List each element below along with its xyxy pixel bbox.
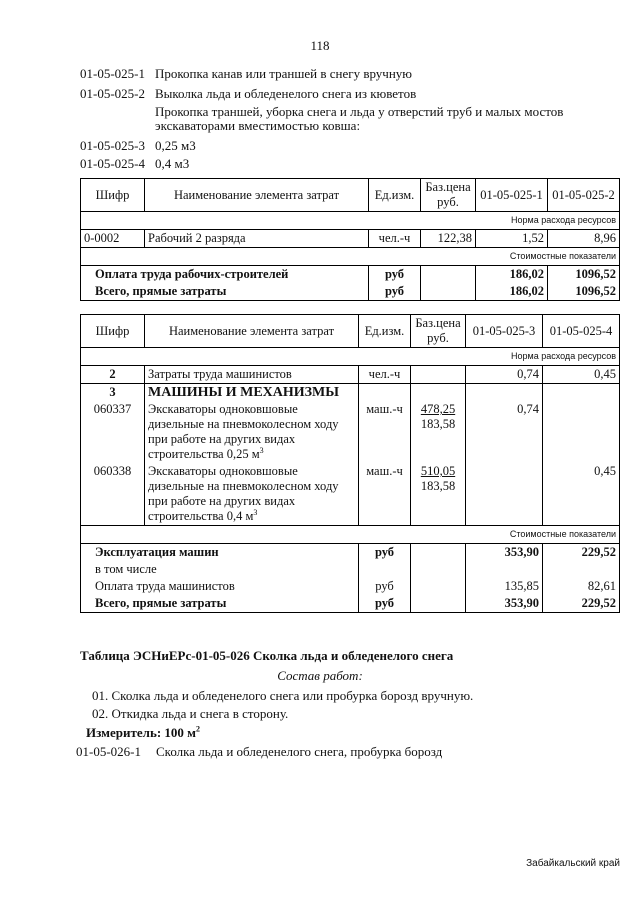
row-value-2: 0,45	[543, 463, 620, 526]
table-row	[81, 463, 620, 526]
empty-cell	[411, 561, 466, 578]
empty-cell	[411, 578, 466, 595]
row-price	[411, 463, 466, 526]
row-unit: чел.-ч	[359, 366, 411, 384]
header-col1: 01-05-025-3	[466, 315, 543, 348]
superscript: 2	[196, 724, 201, 734]
total-row	[81, 561, 620, 578]
norm-label-row	[81, 212, 620, 230]
section-name: МАШИНЫ И МЕХАНИЗМЫ	[145, 384, 359, 402]
total-value-1	[466, 561, 543, 578]
table-row	[81, 366, 620, 384]
total-row	[81, 578, 620, 595]
total-row	[81, 266, 620, 284]
header-name: Наименование элемента затрат	[145, 315, 359, 348]
total-value-1: 353,90	[466, 595, 543, 613]
row-value-1: 0,74	[466, 366, 543, 384]
section-row	[81, 384, 620, 402]
total-name: Всего, прямые затраты	[81, 283, 369, 301]
total-value-2: 1096,52	[548, 266, 620, 284]
table-title: Таблица ЭСНиЕРс-01-05-026 Сколка льда и обледенелого снега	[80, 648, 454, 663]
row-name	[145, 401, 359, 463]
row-code: 060338	[81, 463, 145, 526]
total-value-1: 135,85	[466, 578, 543, 595]
price-top: 510,05	[420, 464, 456, 478]
empty-cell	[411, 366, 466, 384]
row-code: 2	[81, 366, 145, 384]
code-item-code: 01-05-025-4	[80, 156, 145, 171]
row-price: 122,38	[421, 230, 476, 248]
row-unit: маш.-ч	[359, 401, 411, 463]
code-item-text: экскаваторами вместимостью ковша:	[155, 118, 361, 133]
code-item-text: 0,4 м3	[155, 156, 190, 171]
name-line: Экскаваторы одноковшовые	[148, 402, 298, 416]
total-row	[81, 595, 620, 613]
page-number: 118	[310, 38, 330, 53]
header-unit: Ед.изм.	[359, 315, 411, 348]
name-line: дизельные на пневмоколесном ходу	[148, 417, 339, 431]
table-header-row	[81, 179, 620, 212]
row-unit: маш.-ч	[359, 463, 411, 526]
empty-cell	[411, 384, 466, 402]
total-unit: руб	[359, 578, 411, 595]
header-price: Баз.цена руб.	[411, 315, 466, 348]
code-item-text: Прокопка траншей, уборка снега и льда у отверстий труб и малых мостов	[155, 104, 564, 119]
total-value-2: 1096,52	[548, 283, 620, 301]
row-value-2: 0,45	[543, 366, 620, 384]
header-price: Баз.цена руб.	[421, 179, 476, 212]
total-value-1: 186,02	[476, 283, 548, 301]
row-value-1: 1,52	[476, 230, 548, 248]
row-value-1	[466, 463, 543, 526]
row-value-2: 8,96	[548, 230, 620, 248]
total-unit: руб	[359, 544, 411, 562]
row-name: Рабочий 2 разряда	[145, 230, 369, 248]
total-name: Оплата труда рабочих-строителей	[81, 266, 369, 284]
total-value-1: 353,90	[466, 544, 543, 562]
section-code: 3	[81, 384, 145, 402]
resource-table-1	[80, 178, 620, 301]
row-unit: чел.-ч	[369, 230, 421, 248]
norm-label: Норма расхода ресурсов	[81, 348, 620, 366]
total-unit: руб	[359, 595, 411, 613]
composition-title: Состав работ:	[277, 668, 363, 683]
total-row	[81, 544, 620, 562]
norm-label: Норма расхода ресурсов	[81, 212, 620, 230]
name-line-text: строительства 0,25 м	[148, 447, 260, 461]
bottom-code: 01-05-026-1	[76, 744, 141, 759]
total-name: Оплата труда машинистов	[81, 578, 359, 595]
measure-text: Измеритель: 100 м	[86, 725, 197, 740]
name-line	[148, 447, 355, 462]
header-col2: 01-05-025-2	[548, 179, 620, 212]
name-line	[148, 509, 355, 524]
code-item-code: 01-05-025-2	[80, 86, 145, 101]
row-value-2	[543, 401, 620, 463]
empty-cell	[421, 266, 476, 284]
code-item-text: Выколка льда и обледенелого снега из кюветов	[155, 86, 417, 101]
total-value-2: 229,52	[543, 595, 620, 613]
empty-cell	[543, 384, 620, 402]
price-bottom: 183,58	[420, 479, 456, 493]
header-code: Шифр	[81, 315, 145, 348]
empty-cell	[466, 384, 543, 402]
total-value-2: 229,52	[543, 544, 620, 562]
row-value-1: 0,74	[466, 401, 543, 463]
work-item: 01. Сколка льда и обледенелого снега или пробурка борозд вручную.	[92, 688, 474, 703]
total-name: в том числе	[81, 561, 359, 578]
total-value-1: 186,02	[476, 266, 548, 284]
header-col1: 01-05-025-1	[476, 179, 548, 212]
name-line-text: строительства 0,4 м	[148, 509, 254, 523]
superscript: 3	[259, 445, 264, 455]
measure	[86, 725, 200, 741]
empty-cell	[411, 595, 466, 613]
norm-label-row	[81, 348, 620, 366]
superscript: 3	[253, 507, 258, 517]
name-line: дизельные на пневмоколесном ходу	[148, 479, 339, 493]
code-item-code: 01-05-025-3	[80, 138, 145, 153]
cost-label: Стоимостные показатели	[81, 248, 620, 266]
header-unit: Ед.изм.	[369, 179, 421, 212]
header-col2: 01-05-025-4	[543, 315, 620, 348]
total-value-2: 82,61	[543, 578, 620, 595]
table-row	[81, 230, 620, 248]
code-item-text: Прокопка канав или траншей в снегу вручную	[155, 66, 412, 81]
header-name: Наименование элемента затрат	[145, 179, 369, 212]
cost-label: Стоимостные показатели	[81, 526, 620, 544]
price-top: 478,25	[420, 402, 456, 416]
name-line: при работе на других видах	[148, 494, 296, 508]
empty-cell	[359, 384, 411, 402]
cost-label-row	[81, 526, 620, 544]
total-value-2	[543, 561, 620, 578]
row-code: 060337	[81, 401, 145, 463]
empty-cell	[411, 544, 466, 562]
total-name: Всего, прямые затраты	[81, 595, 359, 613]
resource-table-2	[80, 314, 620, 613]
total-unit: руб	[369, 283, 421, 301]
total-unit: руб	[369, 266, 421, 284]
row-code: 0-0002	[81, 230, 145, 248]
name-line: при работе на других видах	[148, 432, 296, 446]
table-row	[81, 401, 620, 463]
total-row	[81, 283, 620, 301]
code-item-text: 0,25 м3	[155, 138, 196, 153]
row-price	[411, 401, 466, 463]
header-code: Шифр	[81, 179, 145, 212]
total-unit	[359, 561, 411, 578]
empty-cell	[421, 283, 476, 301]
work-item: 02. Откидка льда и снега в сторону.	[92, 706, 289, 721]
row-name	[145, 463, 359, 526]
table-header-row	[81, 315, 620, 348]
cost-label-row	[81, 248, 620, 266]
name-line: Экскаваторы одноковшовые	[148, 464, 298, 478]
total-name: Эксплуатация машин	[81, 544, 359, 562]
price-bottom: 183,58	[420, 417, 456, 431]
bottom-text: Сколка льда и обледенелого снега, пробурка борозд	[156, 744, 443, 759]
row-name: Затраты труда машинистов	[145, 366, 359, 384]
code-item-code: 01-05-025-1	[80, 66, 145, 81]
footer-region: Забайкальский край	[526, 858, 620, 869]
